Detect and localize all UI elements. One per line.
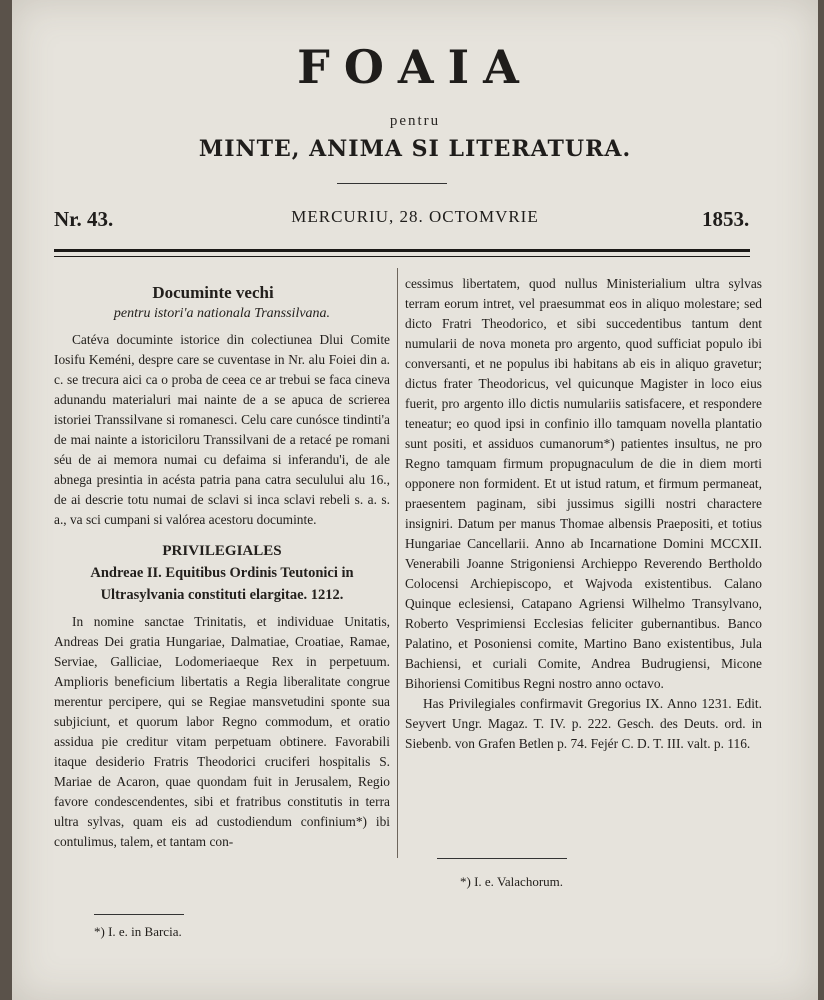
issue-number: Nr. 43. [54,207,114,231]
footnote-right: *) I. e. Valachorum. [460,874,564,889]
document-heading: Andreae II. Equitibus Ordinis Teutonici in Ultrasylvania constituti elargitae. 1212. [90,565,354,603]
article-intro: Catéva documinte istorice din colectiunea Dlui Comite Iosifu Keméni, despre care se cuventase in Nr. alu Foiei din a. c. se trecura aici ca o proba de ceea ce ar trebui se faca cineva adunandu materialuri mai nainte de a se apuca de scrierea istoriei Transsilvane si romanesci. Celu care cunósce tindinti'a de mai nainte a istoriciloru Transsilvani de a retacé pe romani séu de ai memora numai cu defaima si inferandu'i, de ale abnega presintia in acésta patria pana catra seculului alu 16., de ai descrie totu numai de sclavi si inca sclavi rebeli s. a. s. a., va sci cumpani si valórea acestoru documinte. [54,332,390,527]
article-title: Documinte vechi [152,283,274,302]
footnote-rule-left [94,914,184,915]
issue-date: MERCURIU, 28. OCTOMVRIE [291,207,539,226]
article-subtitle: pentru istori'a nationala Transsilvana. [113,306,331,321]
masthead-title: FOAIA [297,40,533,94]
masthead-rule [337,183,447,184]
source-note: Has Privilegiales confirmavit Gregorius IX. Anno 1231. Edit. Seyvert Ungr. Magaz. T. IV. p. 222. Gesch. des Deuts. ord. in Siebenb. von Grafen Betlen p. 74. Fejér C. D. T. III. valt. p. 116. [405,696,762,751]
footnote-left: *) I. e. in Barcia. [94,924,182,939]
header-thin-rule [54,256,750,257]
newspaper-page [12,0,818,1000]
left-column [54,282,390,852]
right-column [405,274,762,754]
section-heading: PRIVILEGIALES [162,543,282,559]
document-body-right: cessimus libertatem, quod nullus Ministerialium ultra sylvas terram eorum intret, vel praesummat eos in aliquo molestare; sed dicto Fratri Theodorico, et sibi succedentibus tantum dent numularii de nova moneta pro argento, quod sufficiat populo ibi conversanti, et ne populus ibi habitans ab eis in aliquo gravetur; dictus frater Theodoricus, vel quicunque Magister in loco eius fuerit, pro argento illo dictis numulariis satisfacere, et respondere teneatur; eo quod ipsi in confinio illo tamquam novella plantatio sunt positi, et assiduos cumanorum*) patientes insultus, ne pro Regno tamquam firmum propugnaculum de die in diem morti opponere non formident. Et ut istud ratum, et firmum permaneat, praesentem paginam, sibi jussimus sigilli nostri charactere insigniri. Datum per manus Thomae albensis Praepositi, et totius Hungariae Cancellarii. Anno ab Incarnatione Domini MCCXII. Venerabili Joanne Strigoniensi Archieppo Reverendo Bertholdo Colocensi Archiepiscopo, et Wajvoda existentibus. Calano Quinque eclesiensi, Catapano Agriensi Wilhelmo Transylvano, Roberto Vesprimiensi Ecclesias feliciter gubernantibus. Banco Palatino, et Posoniensi comite, Martino Bano existentibus, Jula Bachiensi, et curiali Comite, Andrea Budrugiensi, Micone Bihoriensi Comitibus Regni nostro anno octavo. [405,276,762,691]
document-body-left: In nomine sanctae Trinitatis, et individuae Unitatis, Andreas Dei gratia Hungariae, Dalmatiae, Croatiae, Ramae, Serviae, Galliciae, Lodomeriaeque Rex in perpetuum. Amplioris beneficium libertatis a Regia liberalitate congrue merentur percipere, qui se Regiae mansvetudini sponte sua subjiciunt, et quorum labor Regno commodum, et oratio assidua pie creditur vitam perpetuam obtinere. Favorabili itaque desiderio Fratris Theodorici cruciferi hospitalis S. Mariae de Acaron, quae quondam fuit in Jerusalem, Regio favore condescendentes, sibi et fratribus constitutis in terra ultra sylvas, quam eis ad custodiendum confinium*) ibi contulimus, talem, et tantam con- [54,614,390,849]
masthead-pentru: pentru [389,113,441,129]
footnote-rule-right [437,858,567,859]
column-divider [397,268,398,858]
header-thick-rule [54,249,750,252]
masthead-subtitle: MINTE, ANIMA SI LITERATURA. [198,136,632,162]
issue-year: 1853. [702,207,750,231]
